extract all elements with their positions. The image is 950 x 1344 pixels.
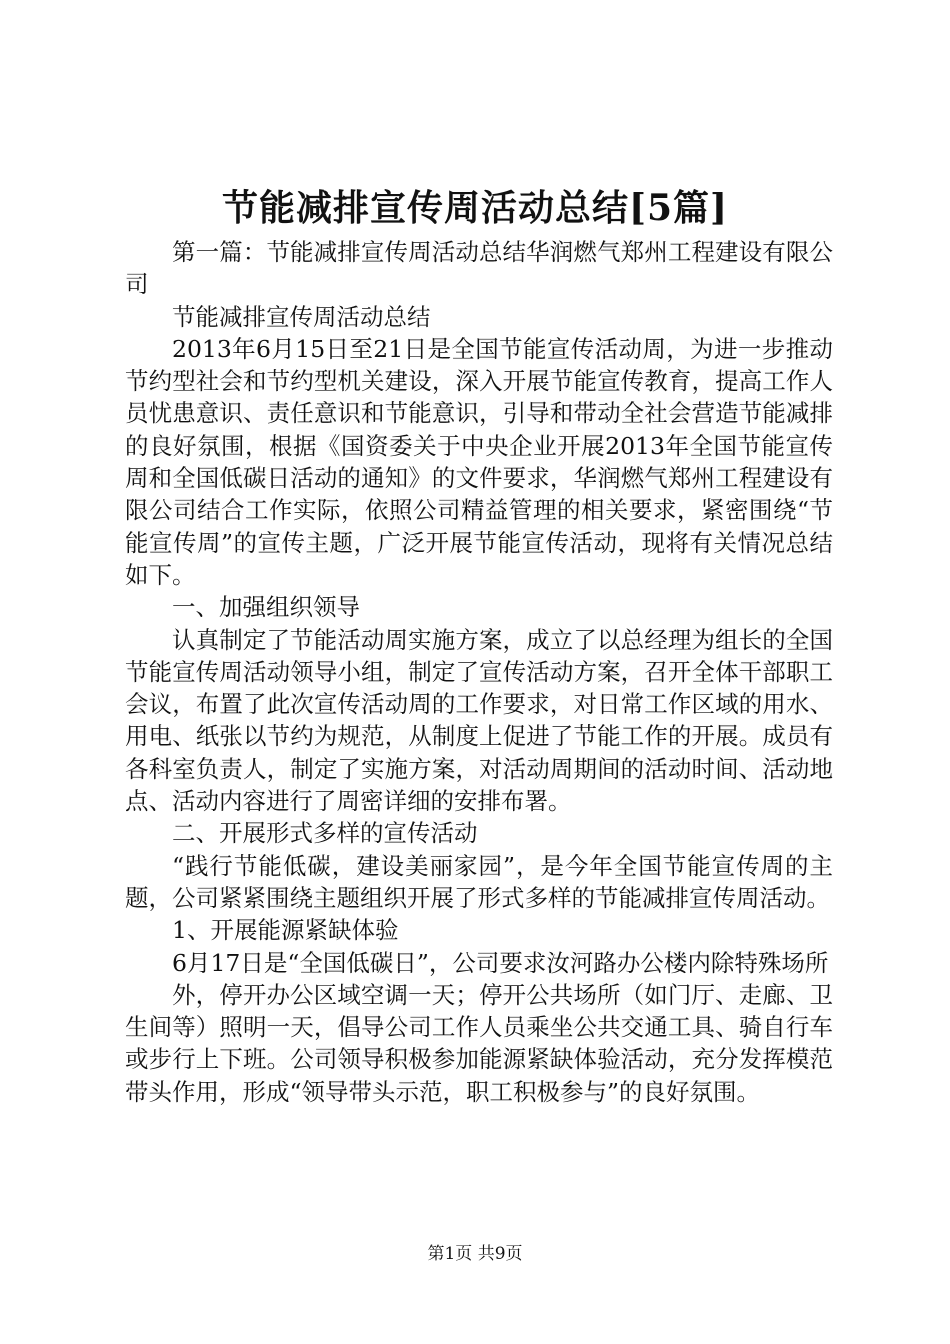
paragraph-theme: “践行节能低碳，建设美丽家园”，是今年全国节能宣传周的主题，公司紧紧围绕主题组织开展了形式多样的节能减排宣传周活动。 xyxy=(125,851,833,912)
page-number-footer: 第1页 共9页 xyxy=(427,1244,523,1264)
document-body xyxy=(125,236,833,1108)
paragraph-energy-experience: 外，停开办公区域空调一天；停开公共场所（如门厅、走廊、卫生间等）照明一天，倡导公司工作人员乘坐公共交通工具、骑自行车或步行上下班。公司领导积极参加能源紧缺体验活动，充分发挥模范带头作用，形成“领导带头示范，职工积极参与”的良好氛围。 xyxy=(125,980,833,1106)
paragraph-intro: 2013年6月15日至21日是全国节能宣传活动周，为进一步推动节约型社会和节约型机关建设，深入开展节能宣传教育，提高工作人员忧患意识、责任意识和节能意识，引导和带动全社会营造节能减排的良好氛围，根据《国资委关于中央企业开展2013年全国节能宣传周和全国低碳日活动的通知》的文件要求，华润燃气郑州工程建设有限公司结合工作实际，依照公司精益管理的相关要求，紧密围绕“节能宣传周”的宣传主题，广泛开展节能宣传活动，现将有关情况总结如下。 xyxy=(125,334,833,589)
document-title: 节能减排宣传周活动总结[5篇] xyxy=(221,187,729,229)
paragraph-low-carbon-day: 6月17日是“全国低碳日”，公司要求汝河路办公楼内除特殊场所 xyxy=(172,948,829,977)
paragraph-subtitle: 节能减排宣传周活动总结 xyxy=(172,302,431,331)
paragraph-heading-first-article: 第一篇：节能减排宣传周活动总结华润燃气郑州工程建设有限公司 xyxy=(125,238,833,299)
section-heading-organization: 一、加强组织领导 xyxy=(172,593,360,622)
subsection-heading-energy-experience: 1、开展能源紧缺体验 xyxy=(172,916,399,945)
paragraph-organization: 认真制定了节能活动周实施方案，成立了以总经理为组长的全国节能宣传周活动领导小组，制定了宣传活动方案，召开全体干部职工会议，布置了此次宣传活动周的工作要求，对日常工作区域的用水、用电、纸张以节约为规范，从制度上促进了节能工作的开展。成员有各科室负责人，制定了实施方案，对活动周期间的活动时间、活动地点、活动内容进行了周密详细的安排布署。 xyxy=(125,625,833,816)
section-heading-activities: 二、开展形式多样的宣传活动 xyxy=(172,819,478,848)
